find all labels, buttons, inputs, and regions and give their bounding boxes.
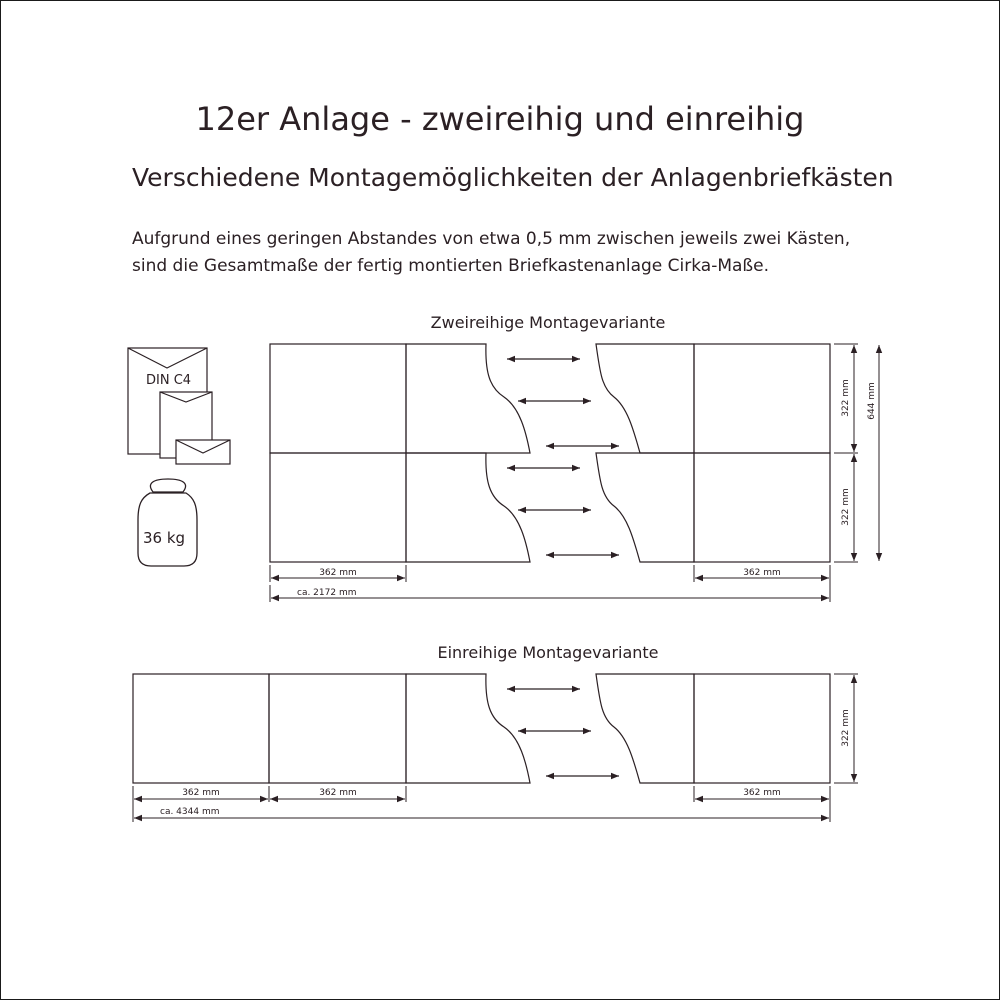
mailbox [133, 674, 269, 783]
weight-icon [138, 479, 197, 566]
row-height-label: 322 mm [841, 709, 851, 747]
intro-text-line-2: sind die Gesamtmaße der fertig montierten Briefkastenanlage Cirka-Maße. [132, 256, 770, 276]
mailbox-cut [596, 344, 694, 453]
envelope-size-icon [128, 348, 230, 464]
mailbox-cut [406, 674, 530, 783]
mailbox [694, 344, 830, 453]
page-subtitle: Verschiedene Montagemöglichkeiten der Anlagenbriefkästen [132, 163, 894, 192]
mailbox [694, 453, 830, 562]
double-row-heading: Zweireihige Montagevariante [430, 313, 666, 332]
double-row-variant [270, 313, 879, 602]
box-width-label: 362 mm [743, 788, 781, 798]
row-height-label: 322 mm [841, 488, 851, 526]
mailbox-cut [406, 344, 530, 453]
single-row-variant [133, 643, 858, 822]
total-width-label: ca. 4344 mm [160, 807, 220, 817]
single-row-heading: Einreihige Montagevariante [437, 643, 659, 662]
page-title: 12er Anlage - zweireihig und einreihig [195, 100, 805, 138]
total-height-label: 644 mm [867, 382, 877, 420]
box-width-label: 362 mm [182, 788, 220, 798]
box-width-label: 362 mm [743, 568, 781, 578]
envelope-size-label: DIN C4 [146, 373, 192, 388]
mailbox [270, 453, 406, 562]
weight-label: 36 kg [143, 529, 186, 547]
mailbox-cut [406, 453, 530, 562]
intro-text-line-1: Aufgrund eines geringen Abstandes von etwa 0,5 mm zwischen jeweils zwei Kästen, [132, 229, 851, 249]
mailbox [694, 674, 830, 783]
mailbox [269, 674, 406, 783]
mailbox-cut [596, 674, 694, 783]
mailbox [270, 344, 406, 453]
row-height-label: 322 mm [841, 379, 851, 417]
box-width-label: 362 mm [319, 568, 357, 578]
total-width-label: ca. 2172 mm [297, 588, 357, 598]
box-width-label: 362 mm [319, 788, 357, 798]
mailbox-cut [596, 453, 694, 562]
